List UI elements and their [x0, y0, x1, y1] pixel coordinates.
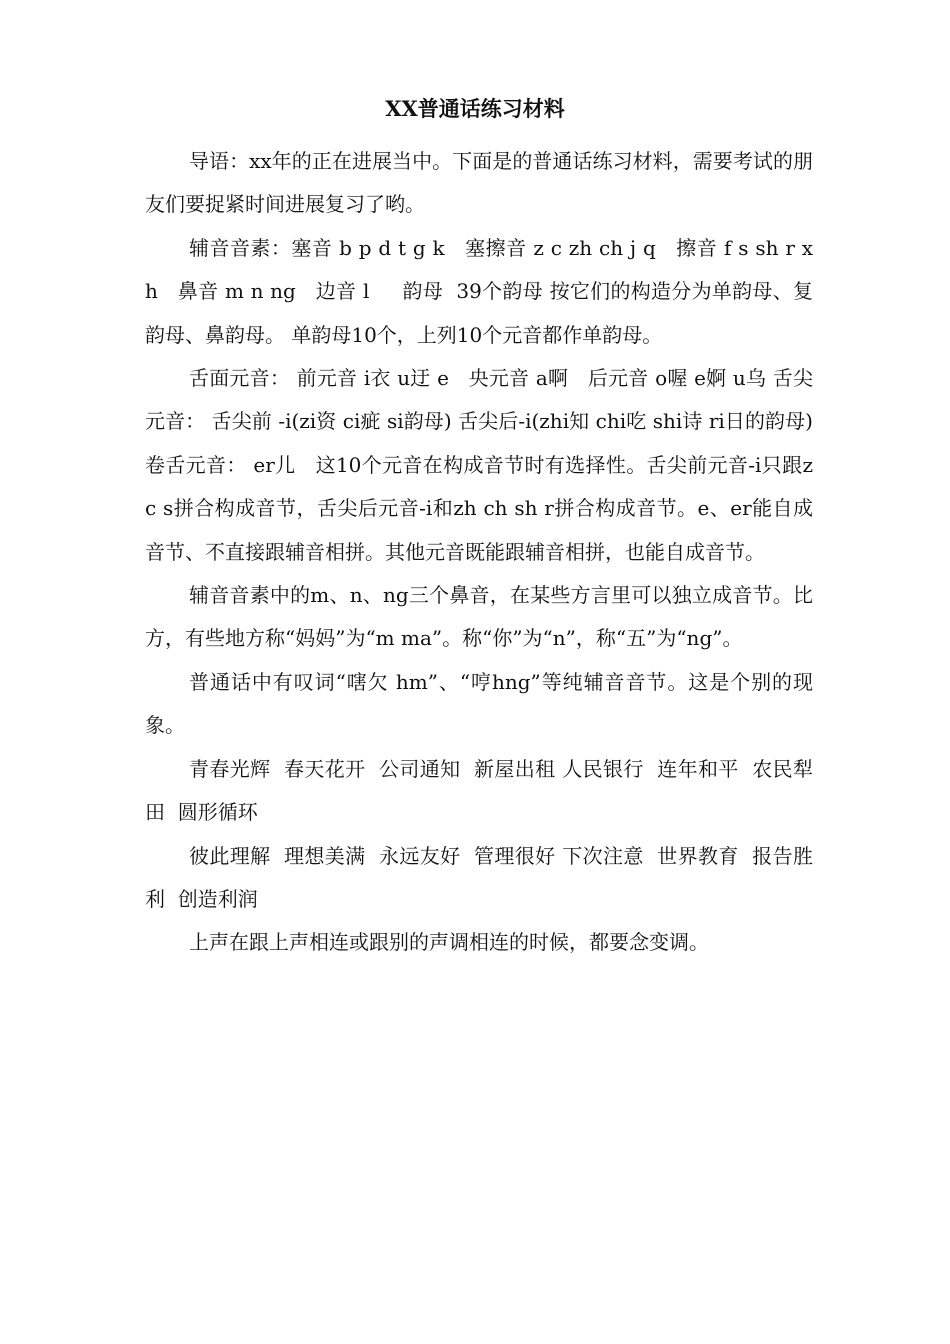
document-title: XX普通话练习材料	[385, 96, 565, 121]
interjection-paragraph: 普通话中有叹词“嗐欠 hm”、“哼hng”等纯辅音音节。这是个别的现象。	[145, 669, 813, 738]
consonant-paragraph: 辅音音素：塞音 b p d t g k 塞擦音 z c zh ch j q 擦音 f s sh r x h 鼻音 m n ng 边音 l 韵母 39个韵母 按它们的构造分为单韵母、复韵母、鼻韵母。 单韵母10个，上列10个元音都作单韵母。	[145, 235, 820, 347]
vowel-paragraph: 舌面元音： 前元音 i衣 u迂 e 央元音 a啊 后元音 o喔 e婀 u乌 舌尖元音： 舌尖前 -i(zi资 ci疵 si韵母) 舌尖后-i(zhi知 chi吃 shi诗 ri日的韵母) 卷舌元音： er儿 这10个元音在构成音节时有选择性。舌尖前元音-i只跟z c s拼合构成音节，舌尖后元音-i和zh ch sh r拼合构成音节。e、er能自成音节、不直接跟辅音相拼。其他元音既能跟辅音相拼，也能自成音节。	[145, 366, 820, 564]
intro-paragraph: 导语：xx年的正在进展当中。下面是的普通话练习材料，需要考试的朋友们要捉紧时间进展复习了哟。	[145, 149, 813, 217]
nasal-paragraph: 辅音音素中的m、n、ng三个鼻音，在某些方言里可以独立成音节。比方，有些地方称“妈妈”为“m ma”。称“你”为“n”，称“五”为“ng”。	[145, 583, 813, 651]
practice-words-1: 青春光辉 春天花开 公司通知 新屋出租 人民银行 连年和平 农民犁田 圆形循环	[145, 756, 813, 825]
tone-sandhi-paragraph: 上声在跟上声相连或跟别的声调相连的时候，都要念变调。	[189, 930, 709, 955]
document-body	[145, 140, 820, 965]
practice-words-2: 彼此理解 理想美满 永远友好 管理很好 下次注意 世界教育 报告胜利 创造利润	[145, 843, 813, 911]
